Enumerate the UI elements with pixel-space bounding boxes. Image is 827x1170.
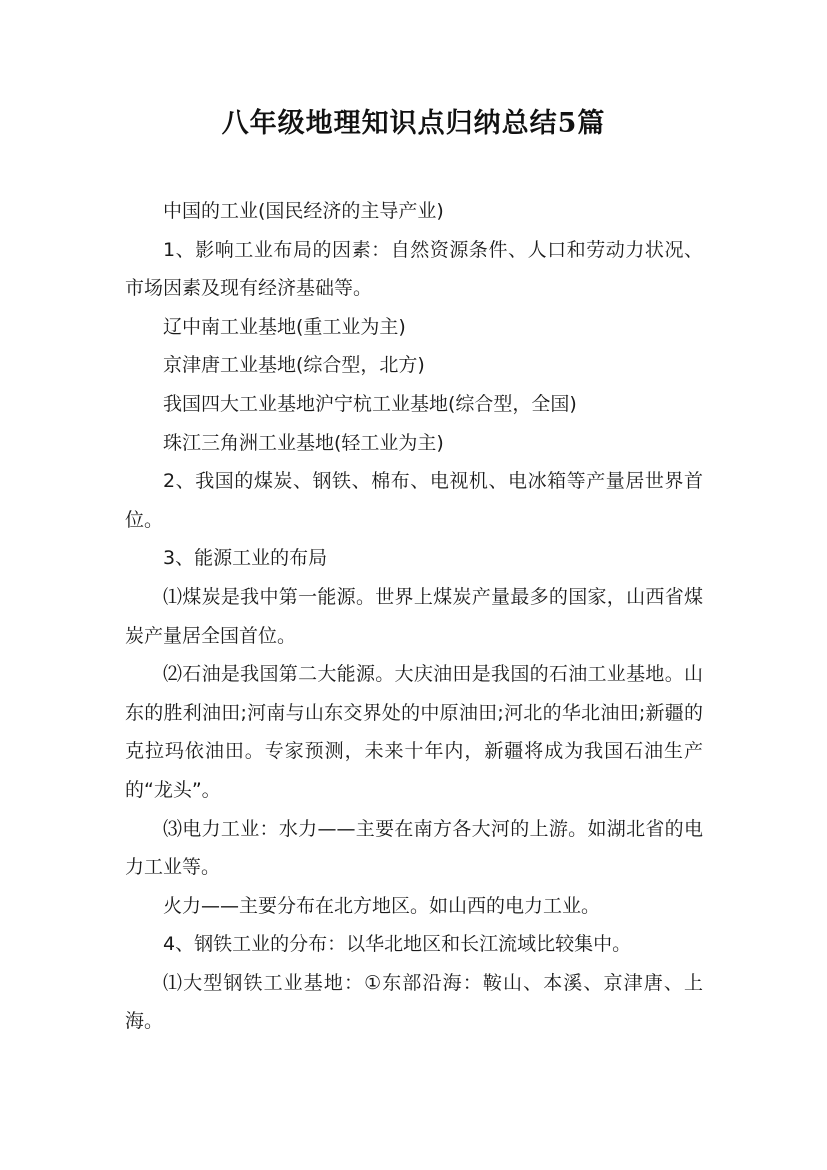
paragraph-oil: ⑵石油是我国第二大能源。大庆油田是我国的石油工业基地。山东的胜利油田;河南与山东交界处的中原油田;河北的华北油田;新疆的克拉玛依油田。专家预测，未来十年内，新疆将成为我国石油生产的“龙头”。 (125, 663, 703, 801)
paragraph-coal: ⑴煤炭是我中第一能源。世界上煤炭产量最多的国家，山西省煤炭产量居全国首位。 (125, 585, 703, 647)
paragraph-layout-factors: 1、影响工业布局的因素：自然资源条件、人口和劳动力状况、市场因素及现有经济基础等。 (125, 238, 703, 300)
paragraph-output-rank: 2、我国的煤炭、钢铁、棉布、电视机、电冰箱等产量居世界首位。 (125, 470, 703, 531)
paragraph-pearl-river-base: 珠江三角洲工业基地(轻工业为主) (163, 431, 444, 454)
paragraph-steel-distribution: 4、钢铁工业的分布：以华北地区和长江流域比较集中。 (163, 933, 632, 956)
paragraph-thermal-power: 火力——主要分布在北方地区。如山西的电力工业。 (163, 894, 601, 917)
paragraph-energy-layout: 3、能源工业的布局 (163, 547, 328, 570)
document-title: 八年级地理知识点归纳总结5篇 (221, 108, 606, 139)
paragraph-jingjintang-base: 京津唐工业基地(综合型，北方) (163, 354, 425, 377)
paragraph-industry-heading: 中国的工业(国民经济的主导产业) (163, 200, 444, 222)
paragraph-liaozhongnan-base: 辽中南工业基地(重工业为主) (163, 315, 406, 338)
document-body (125, 192, 703, 1041)
paragraph-steel-bases: ⑴大型钢铁工业基地：①东部沿海：鞍山、本溪、京津唐、上海。 (125, 971, 703, 1033)
paragraph-hydro-power: ⑶电力工业：水力——主要在南方各大河的上游。如湖北省的电力工业等。 (125, 817, 703, 879)
paragraph-huningkang-base: 我国四大工业基地沪宁杭工业基地(综合型，全国) (163, 392, 577, 415)
